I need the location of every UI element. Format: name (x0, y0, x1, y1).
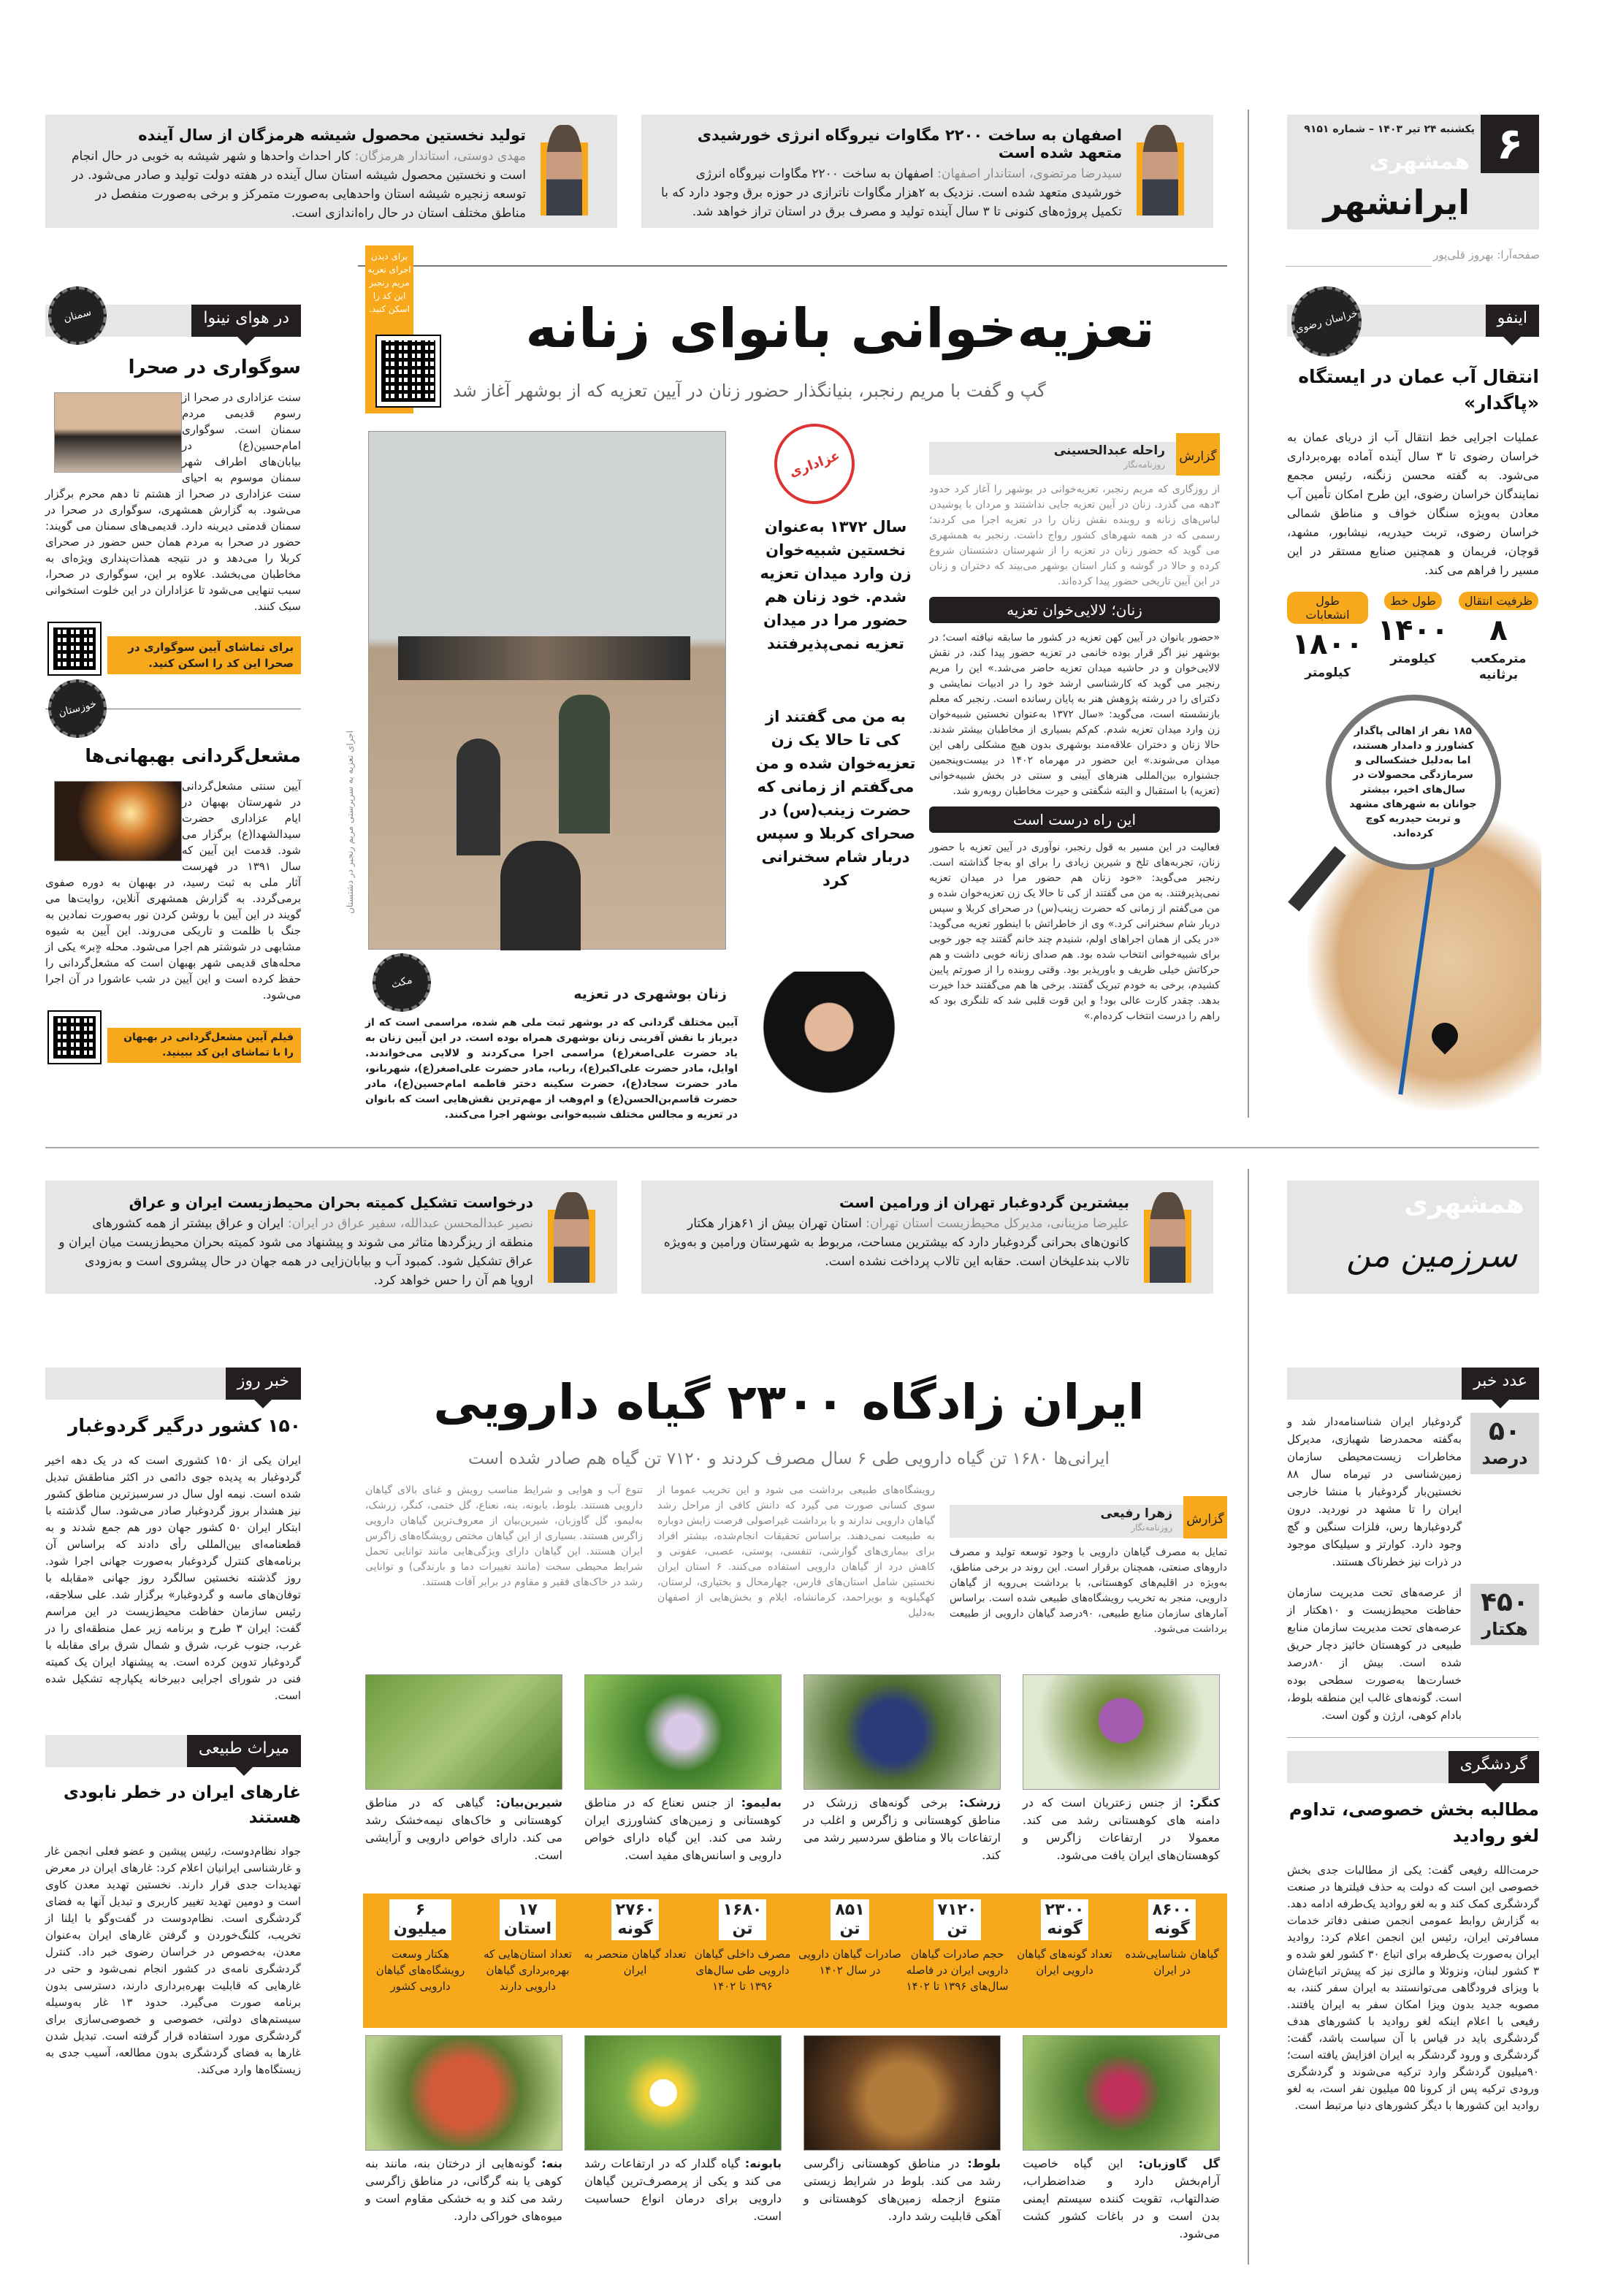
stat-value: ۶ (415, 1901, 426, 1919)
photo-barberry (804, 1674, 1001, 1790)
caption-plant-name: کنگر: (1189, 1796, 1220, 1809)
kicker-label: گردشگری (1448, 1751, 1539, 1783)
location-pin-icon (1427, 1018, 1464, 1055)
stat-value: ۸۶۰۰ (1152, 1901, 1192, 1919)
subheading: زنان؛ لالایی‌خوان تعزیه (929, 597, 1220, 623)
story-title: انتقال آب عمان در ایستگاه «پاگدار» (1298, 366, 1539, 413)
portrait-photo (1144, 1210, 1191, 1283)
box-title: اصفهان به ساخت ۲۲۰۰ مگاوات نیروگاه انرژی خورشیدی متعهد شده است (697, 126, 1122, 161)
box-title: درخواست تشکیل کمیته بحران محیط‌زیست ایران و عراق (129, 1194, 533, 1211)
portrait-photo (548, 1210, 595, 1283)
stat-value: ۷۱۲۰ (937, 1901, 977, 1919)
photo-chamomile (584, 2035, 782, 2151)
story-photo (54, 781, 182, 861)
stat-value: ۲۳۰۰ (1045, 1901, 1085, 1919)
number-item (1287, 1413, 1539, 1571)
stat-desc: تعداد گونه‌های گیاهان دارویی ایران (1017, 1948, 1112, 1977)
story-title: مشعل‌گردانی بهبهانی‌ها (85, 745, 301, 766)
stat-item (1012, 1899, 1118, 1978)
stat-unit: تن (839, 1920, 860, 1938)
story-body: حرمت‌الله رفیعی گفت: یکی از مطالبات جدی بخش خصوصی این است که دولت به حذف فیلترها در صنعت گردشگری کمک کند و به لغو روادید یک‌طرفه ادامه دهد. به گزارش روابط عمومی انجمن صنفی دفاتر خدمات مسافرتی ایران، رئیس این انجمن اعلام کرد: روادید ایران به‌صورت یک‌طرفه برای اتباع ۳۰ کشور لغو شده و ۳ کشور لبنان، ونزوئلا و مالزی نیز که پیش‌تر اتباع‌شان با ویزای فرودگاهی می‌توانستند به ایران سفر کنند، به مصوبه جدید بدون ویزا امکان سفر به ایران یافتند. رفیعی با اعلام اینکه لغو روادید با کشورهای هدف گردشگری باید در قیاس با آن سیاست باشد، گفت: گردشگری و ورود گردشگر به ایران افزایش یافته است؛ ۹۰میلیون گردشگر وارد ترکیه می‌شوند و گردشگری ورودی ترکیه پس از کرونا ۵۵ میلیون نفر است، به لغو روادید این کشورها با دیگر کشورهای دنیا مرتبط است. (1287, 1864, 1539, 2112)
stat-item (690, 1899, 795, 1994)
stat-value: ۱۸۰۰ (1291, 628, 1364, 661)
kicker-label: عدد خبر (1462, 1368, 1539, 1400)
main-photo (368, 431, 726, 950)
box-source: نصیر عبدالمحسن عبدالله، سفیر عراق در ایران: (287, 1216, 533, 1231)
caption-body: آیین مختلف گردانی که در بوشهر ثبت ملی هم شده، مراسمی است که از دیرباز با نقش آفرینی زنان بوشهری همراه بوده است. در این آیین زنان به یاد حضرت علی‌اصغر(ع) مراسمی اجرا می‌کردند و لالایی می‌خواندند. اوایل، مادر حضرت علی‌اکبر(ع)، رباب، مادر حضرت علی‌اصغر(ع)، شهربانو، مادر حضرت سجاد(ع)، حضرت سکینه دختر فاطمه امام‌حسین(ع)، مادر حضرت قاسم‌بن‌الحسن(ع) و ام‌وهب از مهم‌ترین نقش‌هایی است که بانوان در تعزیه و مجالس مختلف شبیه‌خوانی بوشهر اجرا می‌کنند. (365, 1017, 738, 1121)
stat-unit: گونه (617, 1920, 653, 1938)
plants-subheadline: ایرانی‌ها ۱۶۸۰ تن گیاه دارویی طی ۶ سال مصرف کردند و ۷۱۲۰ تن گیاه هم صادر شده است (468, 1449, 1110, 1468)
qr-note: برای دیدن اجرای تعزیه مریم رنجبر این کد را اسکن کنید. (367, 251, 411, 314)
caption-text: برخی گونه‌های زرشک در مناطق کوهستانی و زاگرس و اغلب در ارتفاعات بالا و مناطق سردسیر رشد می کند. (804, 1796, 1001, 1862)
news-box (45, 115, 617, 228)
kicker-label: میراث طبیعی (187, 1735, 301, 1767)
photo-caption (804, 1794, 1001, 1864)
photo-caption (584, 1794, 782, 1864)
stat-desc: هکتار وسعت رویشگاه‌های گیاهان دارویی کشور (375, 1948, 465, 1993)
stat-unit: گونه (1154, 1920, 1190, 1938)
stat-desc: مصرف داخلی گیاهان دارویی طی سال‌های ۱۳۹۶ تا ۱۴۰۲ (694, 1948, 791, 1993)
stat-desc: گیاهان شناسایی‌شده در ایران (1125, 1948, 1219, 1977)
photo-licorice (365, 1674, 562, 1790)
box-source: مهدی دوستی، استاندار هرمزگان: (354, 149, 526, 164)
stat-unit: میلیون (393, 1920, 448, 1938)
news-box (641, 115, 1213, 228)
rule (358, 265, 1227, 267)
kicker-label: اینفو (1486, 305, 1539, 337)
caption-text: گیاهی که در مناطق کوهستانی و خاک‌های نیمه‌خشک رشد می کند. دارای خواص دارویی و آرایشی است. (365, 1796, 562, 1862)
qr-prompt: برای تماشای آیین سوگواری در صحرا این کد را اسکن کنید. (107, 636, 301, 674)
stat-value: ۱۷ (518, 1901, 538, 1919)
portrait-photo (1137, 142, 1184, 216)
rule (1287, 1737, 1539, 1738)
story-body (45, 389, 301, 614)
photo-caption (804, 2155, 1001, 2225)
caption-plant-name: بابونه: (744, 2156, 782, 2170)
news-box (641, 1181, 1213, 1294)
story-body: عملیات اجرایی خط انتقال آب از دریای عمان به خراسان رضوی تا ۳ سال آینده آماده بهره‌برداری می‌شود. به گفته محسن زنگنه، رئیس مجمع نمایندگان خراسان رضوی، این طرح امکان تأمین آب معادن به‌ویژه سنگان خواف و مناطق شمالی خراسان رضوی، تربت حیدریه، نیشابور، مشهد، قوچان، فریمان و همچنین صنایع مستقر در این مسیر را فراهم می کند. (1287, 430, 1539, 577)
caption-plant-name: بنه: (541, 2156, 562, 2170)
stat-value: ۲۷۶۰ (615, 1901, 655, 1919)
caption-text: از جنس زعتریان است که در دامنه های کوهستانی رشد می کند. معمولا در ارتفاعات زاگرس و کوهستان‌های ایران یافت می‌شود. (1023, 1796, 1220, 1862)
qr-code[interactable] (377, 336, 440, 406)
issue-date: یکشنبه ۲۴ تیر ۱۴۰۳ – شماره ۹۱۵۱ (1304, 123, 1475, 135)
story-body: ایران یکی از ۱۵۰ کشوری است که در یک دهه اخیر گردوغبار به پدیده جوی دائمی در اکثر مناطقش تبدیل شده است. نیمه اول سال در سرسبزترین مناطق کشور نیز هشدار بروز گردوغبار صادر می‌شود. سال گذشته با ابتکار ایران ۵۰ کشور جهان دور هم جمع شدند و به قطعنامه‌ای بین‌المللی رأی دادند که براساس آن برنامه‌های کنترل گردوغبار به‌صورت جهانی اجرا شود. روز گذشته نخستین سالگرد روز جهانی «مقابله با توفان‌های ماسه و گردوغبار» برگزار شد. علی سلاجقه، رئیس سازمان حفاظت محیط‌زیست در این مراسم گفت: ایران ۳ طرح و برنامه زیر عمل منطقه‌ای را در غرب، جنوب غرب، شرق و شمال شرق برای مقابله با گردوغبار تدوین کرده است. به پیشنهاد ایران یک کمیته فنی در شورای اجرایی دبیرخانه یکپارچه تشکیل شده است. (45, 1454, 301, 1702)
editor-credit: صفحه‌آرا: بهروز قلی‌پور (1433, 248, 1540, 262)
number-value: ۵۰ (1489, 1416, 1521, 1446)
box-body: استان تهران بیش از ۶۱هزار هکتار کانون‌های بحرانی گردوغبار دارد که بیشترین مساحت، مربوط به شهرستان ورامین و به‌ویژه تالاب بندعلیخان است. حقابه این تالاب پرداخت نشده است. (663, 1216, 1129, 1269)
reporter-name: زهرا رفیعی (1100, 1506, 1172, 1521)
caption-plant-name: بلوط: (967, 2156, 1001, 2170)
caption-text: گیاه گلدار که در ارتفاعات رشد می کند و یکی از پرمصرف‌ترین گیاهان دارویی برای درمان انواع حساسیت است. (584, 2156, 782, 2223)
story-title: سوگواری در صحرا (128, 356, 301, 378)
qr-code[interactable] (49, 1012, 100, 1063)
photo-caption (584, 2155, 782, 2225)
logo-hamshahri: همشهری (1404, 1189, 1524, 1219)
pullquote: به من می گفتند از کی تا حالا یک زن تعزیه‌خوان شده و من می‌گفتم از زمانی که حضرت زینب(س) در صحرای کربلا و سپس دربار شام سخنرانی کرد (755, 708, 916, 889)
photo-caption (365, 1794, 562, 1864)
byline (929, 442, 1220, 475)
stat-unit: کیلومتر (1390, 652, 1436, 666)
stat-item (475, 1899, 581, 1994)
stat-item (797, 1899, 903, 1978)
stat-item (367, 1899, 473, 1994)
stat-capacity (1458, 592, 1539, 683)
number-text: از عرصه‌های تحت مدیریت سازمان حفاظت محیط‌زیست و ۱۰هکتار از عرصه‌های تحت مدیریت سازمان منابع طبیعی در کوهستان خائیز دچار حریق شده است. بیش از ۸۰درصد خسارت‌ها به‌صورت سطحی بوده است. گونه‌های غالب این منطقه بلوط، بادام کوهی، ارژن و گون است. (1287, 1586, 1462, 1722)
section-kicker (45, 1368, 301, 1400)
section-divider (45, 683, 301, 734)
stat-value: ۸ (1489, 614, 1508, 647)
magnifier-text: ۱۸۵ نفر از اهالی پاگدار کشاورز و دامدار هستند، اما به‌دلیل خشکسالی و سرمازدگی محصولات در سال‌های اخیر، بیشتر جوانان به شهرهای مشهد و تربت حیدریه کوچ کرده‌اند. (1349, 725, 1477, 839)
caption-plant-name: زرشک: (959, 1796, 1001, 1809)
masthead (1287, 115, 1539, 229)
stat-desc: صادرات گیاهان دارویی در سال ۱۴۰۲ (798, 1948, 901, 1977)
story-photo (54, 392, 182, 473)
caption-plant-name: به‌لیمو: (741, 1796, 782, 1809)
stat-desc: تعداد استان‌هایی که بهره‌برداری گیاهان دارویی دارند (484, 1948, 572, 1993)
photo-wild-pistachio (365, 2035, 562, 2151)
right-bottom-column (1287, 1368, 1539, 2114)
number-unit: درصد (1481, 1448, 1528, 1468)
article-column: تمایل به مصرف گیاهان دارویی با وجود توسعه تولید و مصرف داروهای صنعتی، همچنان برقرار است. این روند در برخی مناطق، به‌ویژه در اقلیم‌های کوهستانی، با برداشت بی‌رویه از گیاهان دارویی، منجر به تخریب رویشگاه‌های طبیعی شده است. براساس آمارهای سازمان منابع طبیعی، ۹۰درصد گیاهان دارویی از طبیعت برداشت می‌شود. (950, 1546, 1227, 1635)
stat-value: ۱۴۰۰ (1377, 614, 1449, 647)
story-body: جواد نظام‌دوست، رئیس پیشین و عضو فعلی انجمن غار و غارشناسی ایرانیان اعلام کرد: غارهای ایران در معرض تهدیدات جدی قرار دارند. نخستین تهدید معدن کاوی است و دومین تهدید تغییر کاربری و تبدیل آنها به فضای گردشگری است. نظام‌دوست در گفت‌وگو با ایلنا از تخریب، کلنگ‌خوردن و گرفتن غارهای ایران به‌عنوان معدن، به‌خصوص در خراسان رضوی خبر داد. کنترل گردشگری نامه‌ی در کشور انجام نمی‌شود و حتی در غارهایی که قابلیت بهره‌برداری دارند، دسترسی بدون برنامه صورت می‌گیرد. حدود ۱۳ غار به‌وسیله سیستم‌های دولتی، خصوصی و خصوصی‌سازی برای گردشگری مورد استفاده قرار گرفته است. تبدیل شدن غارها به فضای گردشگری بدون مطالعه، آسیب جدی به زیستگاه‌ها وارد می‌کند. (45, 1845, 301, 2076)
stat-unit: مترمکعب برثانیه (1470, 652, 1527, 682)
bottom-masthead (1287, 1181, 1539, 1294)
number-box (1470, 1413, 1539, 1474)
section-kicker (1287, 1751, 1539, 1783)
reporter-role: روزنامه‌نگار (1131, 1522, 1172, 1533)
region-stamp: خراسان رضوی (1283, 278, 1370, 365)
section-body: «حضور بانوان در آیین کهن تعزیه در کشور ما سابقه نیافته است؛ در بوشهر نیز اگر قرار بوده خانمی در تعزیه حضور پیدا کند، در نقش لالایی‌خوان و در حاشیه میدان تعزیه حاضر می‌شد.» این را مریم رنجبر می گوید که کارشناسی ارشد خود را در ادبیات نمایشی و دکترای را در رشته پژوهش هنر به پایان رسانده است. رنجبر که معلم بازنشسته است، می‌گوید: «سال ۱۳۷۲ به‌عنوان نخستین شبیه‌خوان زن وارد میدان تعزیه شدم. کم‌کم بسیاری از مخاطبان بیشتر شدند. حالا زنان و دختران علاقه‌مند بوشهری بدون هیچ مشکلی راهی این میدان می‌شوند.» این حضور در مهرماه ۱۴۰۲ در بیست‌وپنجمین جشنواره بین‌المللی هنرهای آیینی و سنتی در بخش شبیه‌خوانی (تعزیه) با استقبال و البته شگفتی و حیرت مخاطبان روبه‌رو شد. (929, 632, 1220, 797)
report-label: گزارش (1183, 1496, 1227, 1538)
caption-title: زنان بوشهری در تعزیه (573, 986, 727, 1002)
qr-row (45, 1012, 301, 1063)
photo-oak-acorns (804, 2035, 1001, 2151)
article-column: تنوع آب و هوایی و شرایط مناسب رویش و غنای بالای گیاهان دارویی هستند. بلوط، بابونه، بنه، نعناع، گل ختمی، کنگر، زرشک، به‌لیمو، گل گاوزبان، شیرین‌بیان از معروف‌ترین گیاهان دارویی زاگرس هستند. بسیاری از این گیاهان مختص رویشگاه‌های زاگرس ایران هستند. این گیاهان دارای ویژگی‌هایی مانند توانایی تحمل شرایط محیطی سخت (مانند تغییرات دما و بارندگی) و توانایی رشد در خاک‌های فقیر و مقاوم در برابر آفات هستند. (365, 1484, 643, 1588)
photo-caption (1023, 1794, 1220, 1864)
stat-unit: کیلومتر (1305, 665, 1351, 680)
interviewee-photo (760, 972, 898, 1110)
photo-thistle (1023, 1674, 1220, 1790)
stat-item (904, 1899, 1010, 1994)
photo-caption (365, 2155, 562, 2225)
section-logo: سرزمین من (1346, 1235, 1517, 1275)
caption-text: گونه‌هایی از درختان بنه، مانند بنه کوهی یا بنه گرگانی، در مناطق زاگرسی رشد می کند و به خشکی مقاوم است و میوه‌های خوراکی دارد. (365, 2156, 562, 2223)
qr-prompt: فیلم آیین مشعل‌گردانی در بهبهان را با تماشای این کد ببینید. (107, 1028, 301, 1063)
stat-desc: حجم صادرات گیاهان دارویی ایران در فاصله سال‌های ۱۳۹۶ تا ۱۴۰۲ (906, 1948, 1009, 1993)
news-box (45, 1181, 617, 1294)
magnifier (1326, 695, 1501, 870)
caption-plant-name: شیرین‌بیان: (495, 1796, 562, 1809)
kicker-label: در هوای نینوا (191, 305, 301, 337)
stamp-mourning: عزاداری (763, 413, 866, 516)
box-title: بیشترین گردوغبار تهران از ورامین است (839, 1194, 1129, 1211)
stat-line-length (1373, 592, 1454, 683)
main-subheadline: گپ و گفت با مریم رنجبر، بنیانگذار حضور زنان در آیین تعزیه که از بوشهر آغاز شد (453, 381, 1046, 401)
photo-borage (1023, 2035, 1220, 2151)
number-box (1470, 1584, 1539, 1645)
lead-paragraph: از روزگاری که مریم رنجبر، تعزیه‌خوانی در بوشهر را آغاز کرد حدود ۳دهه می گذرد. زنان در آیین تعزیه جایی نداشتند و مردان با پوشیدن لباس‌های زنانه و روبنده نقش زنان را در تعزیه اجرا می کردند؛ رسمی که در همه شهرهای کشور رواج داشت. رنجبر به همشهری می گوید که حضور زنان در تعزیه را از شهرستان دشتستان شروع کرده و حالا در گوشه و کنار استان بوشهر می‌بیند که دختران و زنان در این آیین تاریخی حضور پیدا کرده‌اند. (929, 484, 1220, 587)
report-column (929, 442, 1220, 1024)
story-title: غارهای ایران در خطر نابودی هستند (63, 1783, 301, 1827)
photo-lemon-verbena (584, 1674, 782, 1790)
report-label: گزارش (1176, 433, 1220, 476)
number-item (1287, 1584, 1539, 1724)
stat-unit: تن (732, 1920, 753, 1938)
stat-unit: گونه (1047, 1920, 1083, 1938)
number-value: ۴۵۰ (1481, 1587, 1529, 1617)
box-body: اصفهان به ساخت ۲۲۰۰ مگاوات نیروگاه انرژی خورشیدی متعهد شده است. نزدیک به ۲هزار مگاوات ناترازی در حوزه برق وجود دارد که با تکمیل پروژه‌های کنونی تا ۳ سال آینده تولید و مصرف برق در استان تراز خواهد شد. (660, 167, 1122, 219)
info-column (1287, 364, 1539, 870)
stat-label: ظرفیت انتقال (1459, 592, 1538, 610)
story-title: ۱۵۰ کشور درگیر گردوغبار (68, 1415, 301, 1436)
page-number: ۶ (1481, 115, 1539, 173)
box-source: علیرضا مزینانی، مدیرکل محیط‌زیست استان تهران: (866, 1216, 1129, 1231)
box-body: ایران و عراق بیشتر از همه کشورهای منطقه از ریزگردها متاثر می شوند و پیشنهاد می شود کمیته بحران محیط‌زیست میان ایران و عراق تشکیل شود. کمبود آب و بیابان‌زایی در همه جهان در حال پیشروی است و به‌زودی اروپا هم آن را حس خواهد کرد. (58, 1216, 533, 1288)
section-kicker (1287, 1368, 1539, 1400)
page-fold-rule (45, 1147, 1539, 1148)
stat-item (1119, 1899, 1225, 1978)
story-text: آیین سنتی مشعل‌گردانی در شهرستان بهبهان در ایام عزاداری حضرت سیدالشهدا(ع) برگزار می شود. قدمت این آیین که سال ۱۳۹۱ در فهرست آثار ملی به ثبت رسید، در بهبهان به دوره صفوی برمی‌گردد. به گزارش همشهری آنلاین، روایت‌ها می گویند در این آیین با روشن کردن نور به‌صورت نمادین به جنگ با ظلمت و تاریکی می‌روند. این آیین به شیوه مشابهی در شوشتر هم اجرا می‌شود. محله «ٍبر» یکی از محله‌های قدیمی شهر بهبهان است که مشعل‌گردانی را حفظ کرده است و این آیین در شب عاشورا در آن اجرا می‌شود. (45, 779, 301, 1002)
left-top-column (45, 354, 301, 1063)
box-title: تولید نخستین محصول شیشه هرمزگان از سال آینده (138, 126, 526, 144)
plants-headline: ایران زادگاه ۲۳۰۰ گیاه دارویی (433, 1374, 1145, 1430)
stat-label: طول انشعابات (1287, 592, 1368, 624)
pullquote: سال ۱۳۷۲ به‌عنوان نخستین شبیه‌خوان زن وارد میدان تعزیه شدم. خود زنان هم حضور مرا در میدان تعزیه نمی‌پذیرفتند (760, 518, 912, 652)
divider (1286, 266, 1432, 267)
stat-value: ۱۶۸۰ (722, 1901, 763, 1919)
stat-unit: استان (503, 1920, 552, 1938)
photo-caption (1023, 2155, 1220, 2243)
section-kicker (45, 1735, 301, 1767)
box-source: سیدرضا مرتضوی، استاندار اصفهان: (937, 167, 1122, 181)
story-title: مطالبه بخش خصوصی، تداوم لغو روادید (1289, 1799, 1539, 1846)
qr-code[interactable] (49, 623, 100, 674)
pause-stamp: مکث (366, 947, 438, 1018)
stat-desc: تعداد گیاهان منحصر به ایران (584, 1948, 687, 1977)
section-logo: ایرانشهر (1323, 183, 1470, 222)
column-divider (1248, 110, 1249, 1118)
story-text: سنت عزاداری در صحرا از رسوم قدیمی مردم سمنان است. سوگواری امام‌حسین(ع) در بیابان‌های اطراف شهر سمنان موسوم به احیای سنت عزاداری در صحرا از هشتم تا دهم محرم برگزار می‌شود. به گزارش همشهری، سوگواری در صحرا در سمنان قدمتی دیرینه دارد. قدیمی‌های سمنان می گویند: حضور در صحرا به مردم همان حس حضور در صحرای کربلا را می‌دهد و در نتیجه همذات‌پنداری ویژه‌ای به مخاطبان می‌بخشد. علاوه بر این، سوگواری در صحرا، سبب تنهایی می‌شود تا عزاداران در این خلوت استخوانی سبک کنند. (45, 391, 301, 613)
stat-value: ۸۵۱ (835, 1901, 865, 1919)
stat-item (582, 1899, 688, 1978)
photo-credit: اجرای تعزیه به سرپرستی مریم رنجبر در دشتستان (345, 731, 355, 914)
stat-branches (1287, 592, 1368, 683)
section-body: فعالیت در این مسیر به قول رنجبر، نوآوری در آیین تعزیه با حضور زنان، تجربه‌های تلخ و شیرین زیادی را برای او به‌جا گذاشته است. رنجبر می‌گوید: «خود زنان هم حضور مرا در میدان تعزیه نمی‌پذیرفتند. به من می گفتند از کی تا حالا یک زن تعزیه‌خوان شده و من می‌گفتم از زمانی که حضرت زینب(س) در صحرای کربلا و سپس دربار شام سخنرانی کرد.» وی از خاطراتش با اینطور تعزیه می‌گوید: «در یکی از همان اجراهای اولم، شنیدم چند خانم گفتند چه جور خوبی برای شبیه‌خوانی انتخاب شده بود. هم صدای زنانه خوبی داشت و هم حرکاتش خیلی ظریف و باورپذیر بود. وقتی روبنده را از صورتم پایین کشیدم، برخی به خودم تبریک گفتند. برخی ها هم می‌گفتند خدا خیرت بدهد. چقدر کارت عالی بود! و این قوت قلبی شد که تلنگری بود که راهم را درست انتخاب کرده‌ام.» (929, 842, 1220, 1022)
caption-text: این گیاه خاصیت آرام‌بخش دارد و ضداضطراب، ضدالتهاب، تقویت کننده سیستم ایمنی بدن است و در باغات کشور کشت می‌شود. (1023, 2156, 1220, 2240)
logo-hamshahri: همشهری (1369, 149, 1470, 175)
region-stamp: سمنان (42, 280, 113, 351)
kicker-label: خبر روز (226, 1368, 301, 1400)
left-bottom-column (45, 1368, 301, 2078)
reporter-role: روزنامه‌نگار (1123, 459, 1165, 470)
box-body: کار احداث واحدها و شهر شیشه به خوبی در حال انجام است و نخستین محصول شیشه استان سال آینده در هفته دولت تولید و صادر می‌شود. در توسعه زنجیره شیشه استان واحدهایی به‌صورت متمرکز و برخی به‌صورت منفصل در مناطق مختلف استان در حال راه‌اندازی است. (71, 149, 526, 221)
subheading: این راه درست است (929, 806, 1220, 833)
reporter-name: راحله عبدالحسینی (1053, 443, 1165, 458)
byline (950, 1505, 1227, 1538)
story-body (45, 778, 301, 1003)
portrait-photo (541, 142, 588, 216)
stat-unit: تن (947, 1920, 968, 1938)
caption-plant-name: گل گاوزبان: (1138, 2156, 1220, 2170)
stats-row (1287, 592, 1539, 683)
number-unit: هکتار (1481, 1619, 1528, 1639)
caption-text: در مناطق کوهستانی زاگرسی رشد می کند. بلوط در شرایط زیستی متنوع ازجمله زمین‌های کوهستانی و آهکی قابلیت رشد دارد. (804, 2156, 1001, 2223)
region-stamp: خوزستان (42, 673, 113, 744)
caption-text: از جنس نعناع که در مناطق کوهستانی و زمین‌های کشاورزی ایران رشد می کند. این گیاه دارای خواص دارویی و اسانس‌های مفید است. (584, 1796, 782, 1862)
article-column: رویشگاه‌های طبیعی برداشت می شود و این تخریب عموما از سوی کسانی صورت می گیرد که دانش کافی از مراحل رشد گیاهان دارویی ندارند و با برداشت غیراصولی فرصت زایش دوباره به طبیعت نمی‌دهند. براساس تحقیقات انجام‌شده، بیشتر افراد برای بیماری‌های گوارشی، تنفسی، پوستی، عصبی، عفونی و کاهش درد از گیاهان دارویی استفاده می‌کنند. ۶ استان ایران نخستین شامل استان‌های فارس، چهارمحال و بختیاری، لرستان، کهگیلویه و بویراحمد، کرمانشاه، ایلام و بخش‌هایی از اصفهان به‌دلیل (657, 1484, 935, 1619)
stat-label: طول خط (1384, 592, 1442, 610)
number-text: گردوغبار ایران شناسنامه‌دار شد و به‌گفته محمدرضا شهبازی، مدیرکل مخاطرات زیست‌محیطی سازمان زمین‌شناسی در تیرماه سال ۸۸ نخستین‌بار گردوغبار با منشا خارجی ایران را تا مشهد در نوردید. درون گردوغبارها رس، فلزات سنگین و گچ وجود دارد. کوارتز و سیلیکای موجود در ذرات نیز خطرناک هستند. (1287, 1415, 1462, 1568)
qr-row (45, 623, 301, 674)
main-headline: تعزیه‌خوانی بانوای زنانه (525, 297, 1155, 360)
column-divider (1248, 1169, 1249, 2265)
